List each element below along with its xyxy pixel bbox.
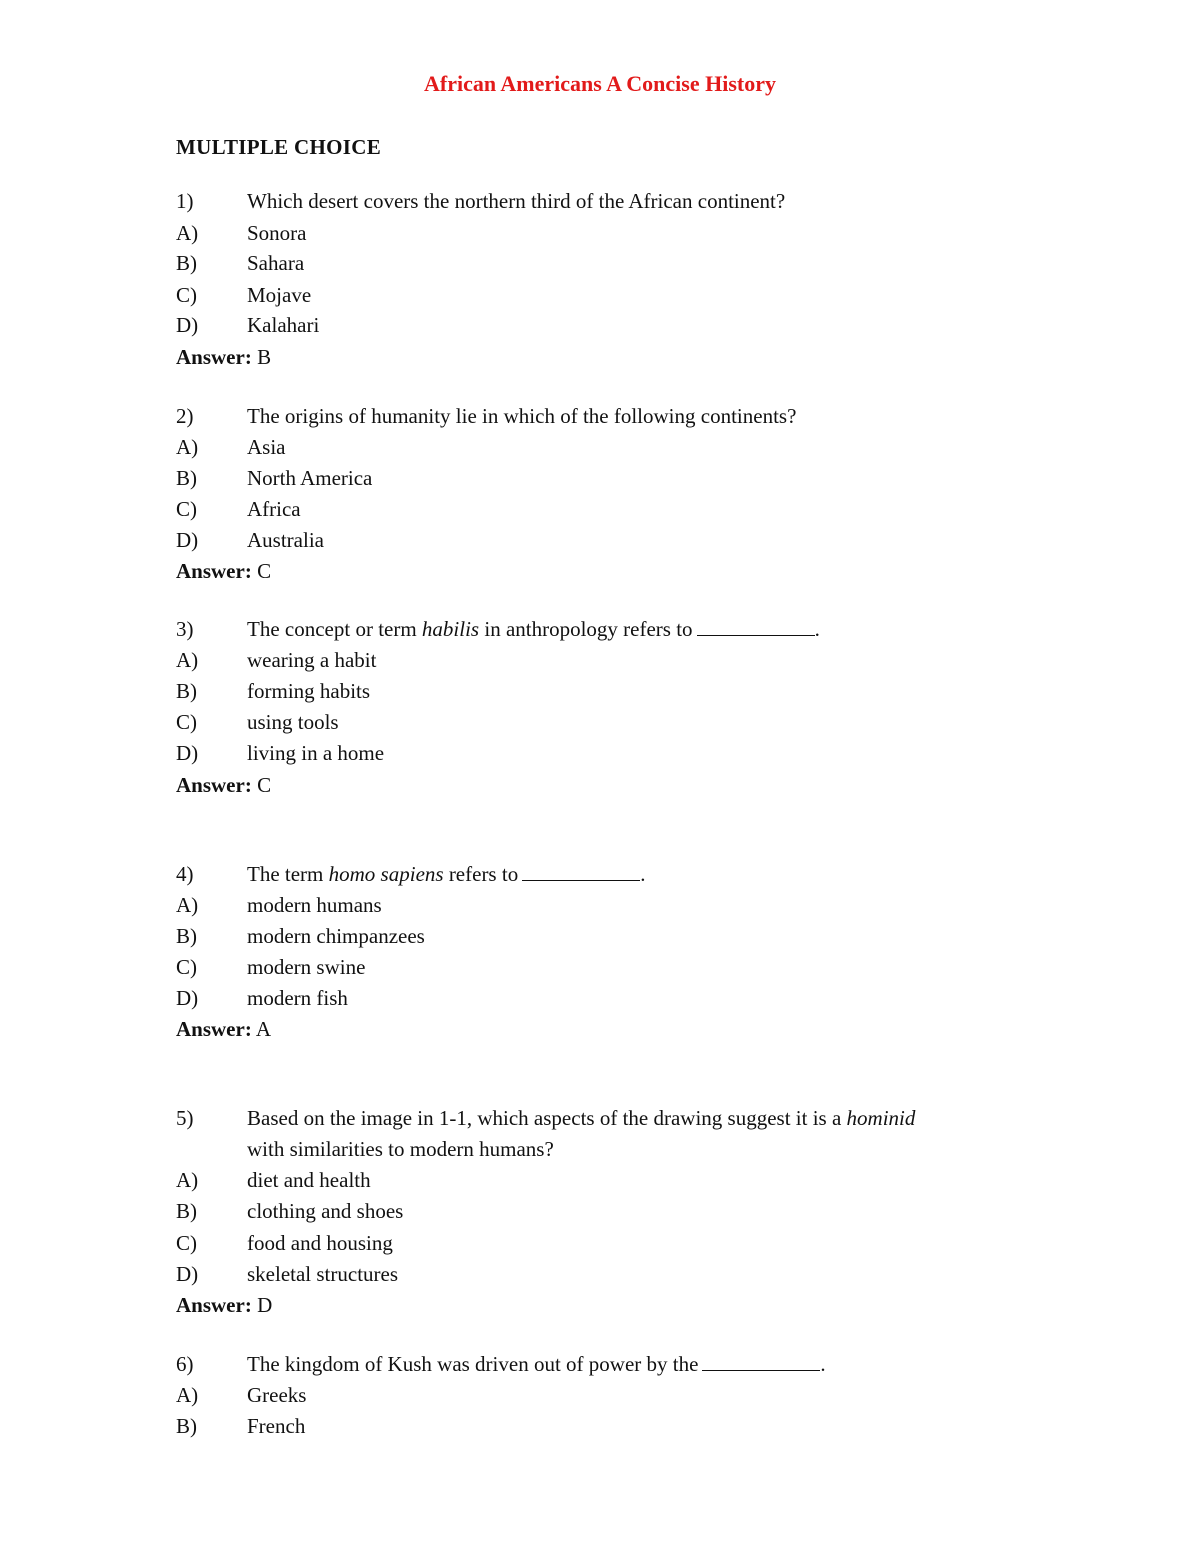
option-text: Mojave — [247, 283, 312, 307]
answer-blank — [697, 617, 815, 636]
answer-label: Answer: — [176, 345, 252, 369]
question-term: habilis — [421, 617, 480, 641]
option-text: North America — [247, 466, 373, 490]
option-text: modern fish — [247, 986, 348, 1010]
option-label: A) — [176, 1168, 199, 1192]
question-text — [247, 860, 645, 888]
option-text: using tools — [247, 710, 339, 734]
question-text-end: . — [640, 862, 646, 886]
answer-line — [176, 1015, 271, 1043]
answer-value: B — [257, 345, 272, 369]
option-text: modern swine — [247, 955, 366, 979]
answer-value: C — [257, 559, 272, 583]
question-text — [247, 1350, 826, 1378]
option-text: Kalahari — [247, 313, 320, 337]
option-label: A) — [176, 221, 199, 245]
option-label: B) — [176, 251, 197, 275]
answer-line — [176, 771, 271, 799]
question-text-part: in anthropology refers to — [479, 617, 693, 641]
option-label: A) — [176, 893, 199, 917]
option-label: A) — [176, 1383, 199, 1407]
question-number: 4) — [176, 862, 194, 886]
question-text — [247, 1104, 915, 1132]
option-text: wearing a habit — [247, 648, 377, 672]
question-number: 6) — [176, 1352, 194, 1376]
answer-line — [176, 1291, 272, 1319]
option-label: C) — [176, 1231, 197, 1255]
question-text — [247, 615, 820, 643]
answer-line — [176, 343, 271, 371]
question-text: The origins of humanity lie in which of the following continents? — [247, 404, 797, 428]
question-text-part: refers to — [443, 862, 519, 886]
option-label: C) — [176, 955, 197, 979]
option-text: modern chimpanzees — [247, 924, 425, 948]
option-label: C) — [176, 710, 197, 734]
question-number: 5) — [176, 1106, 194, 1130]
option-text: skeletal structures — [247, 1262, 399, 1286]
option-label: D) — [176, 313, 199, 337]
option-label: D) — [176, 986, 199, 1010]
question-text-part: Based on the image in 1-1, which aspects of the drawing suggest it is a — [247, 1106, 847, 1130]
option-text: French — [247, 1414, 306, 1438]
answer-label: Answer: — [176, 559, 252, 583]
question-text-part: The concept or term — [247, 617, 422, 641]
question-text-end: . — [814, 617, 820, 641]
option-text: forming habits — [247, 679, 371, 703]
question-text-part: The term — [247, 862, 329, 886]
option-label: C) — [176, 497, 197, 521]
question-text-continued: with similarities to modern humans? — [247, 1137, 554, 1161]
option-text: Asia — [247, 435, 286, 459]
option-text: modern humans — [247, 893, 382, 917]
question-number: 2) — [176, 404, 194, 428]
question-number: 1) — [176, 189, 194, 213]
option-text: living in a home — [247, 741, 385, 765]
answer-value: C — [257, 773, 272, 797]
document-title: African Americans A Concise History — [424, 71, 776, 96]
answer-blank — [702, 1352, 820, 1371]
option-label: B) — [176, 1199, 197, 1223]
answer-value: D — [257, 1293, 273, 1317]
question-term: homo sapiens — [328, 862, 444, 886]
option-text: Sonora — [247, 221, 307, 245]
option-label: D) — [176, 741, 199, 765]
question-text: Which desert covers the northern third of the African continent? — [247, 189, 786, 213]
answer-blank — [522, 862, 640, 881]
answer-label: Answer: — [176, 1017, 252, 1041]
option-label: D) — [176, 1262, 199, 1286]
option-label: B) — [176, 679, 197, 703]
answer-label: Answer: — [176, 1293, 252, 1317]
option-text: clothing and shoes — [247, 1199, 404, 1223]
answer-value: A — [255, 1017, 272, 1041]
question-term: hominid — [846, 1106, 916, 1130]
question-text-part: The kingdom of Kush was driven out of power by the — [247, 1352, 699, 1376]
option-label: A) — [176, 435, 199, 459]
option-text: diet and health — [247, 1168, 371, 1192]
option-text: food and housing — [247, 1231, 393, 1255]
option-text: Australia — [247, 528, 324, 552]
option-text: Sahara — [247, 251, 305, 275]
question-text-end: . — [820, 1352, 826, 1376]
answer-label: Answer: — [176, 773, 252, 797]
option-label: B) — [176, 924, 197, 948]
answer-line — [176, 557, 271, 585]
option-label: D) — [176, 528, 199, 552]
option-label: B) — [176, 466, 197, 490]
option-label: B) — [176, 1414, 197, 1438]
section-heading: MULTIPLE CHOICE — [176, 135, 382, 159]
question-number: 3) — [176, 617, 194, 641]
option-text: Greeks — [247, 1383, 307, 1407]
option-label: C) — [176, 283, 197, 307]
option-label: A) — [176, 648, 199, 672]
option-text: Africa — [247, 497, 301, 521]
